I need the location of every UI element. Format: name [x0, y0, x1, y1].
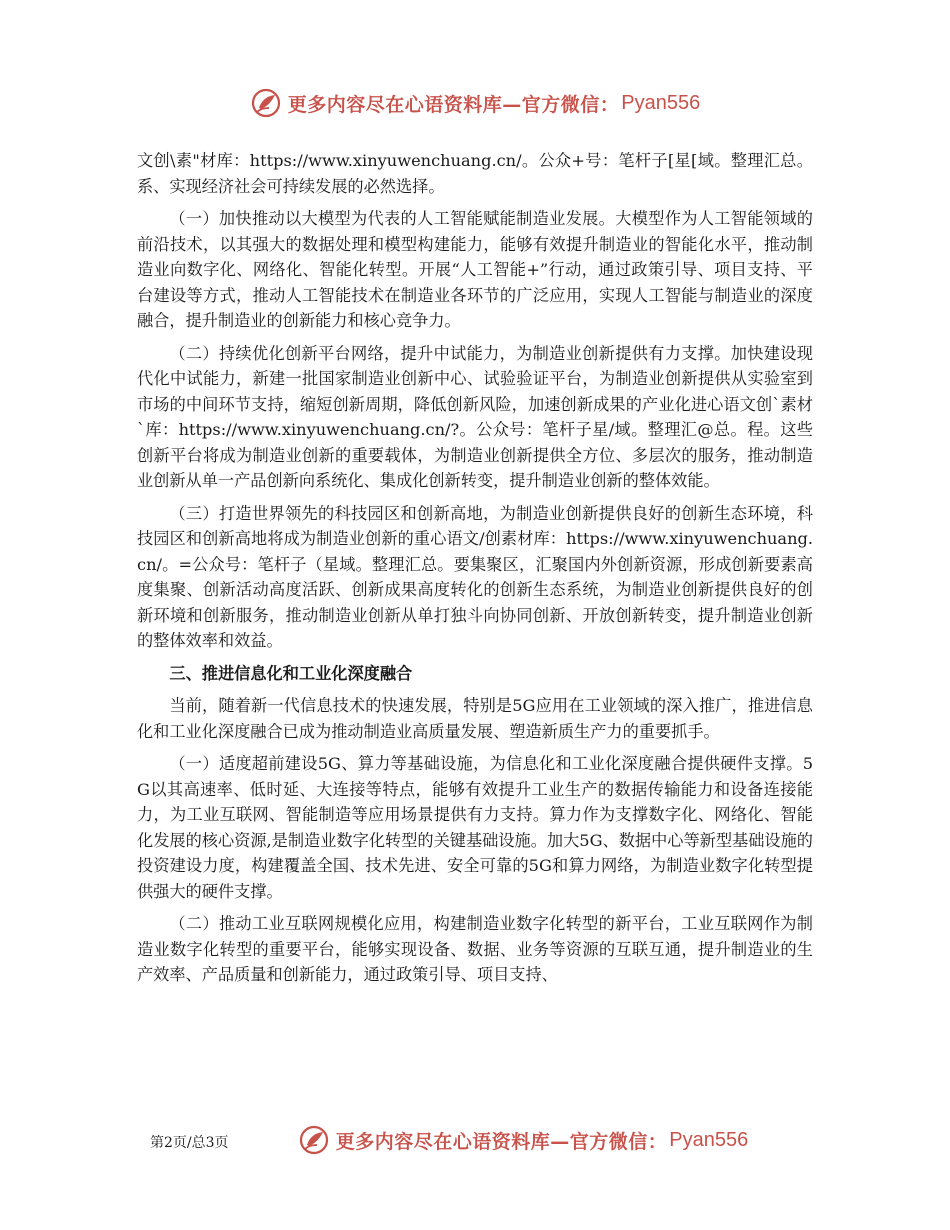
leaf-hand-logo-icon: [298, 1124, 330, 1156]
paragraph-6: （一）适度超前建设5G、算力等基础设施，为信息化和工业化深度融合提供硬件支撑。5G以其高速率、低时延、大连接等特点，能够有效提升工业生产的数据传输能力和设备连接能力，为工业互联网、智能制造等应用场景提供有力支持。算力作为支撑数字化、网络化、智能化发展的核心资源,是制造业数字化转型的关键基础设施。加大5G、数据中心等新型基础设施的投资建设力度，构建覆盖全国、技术先进、安全可靠的5G和算力网络，为制造业数字化转型提供强大的硬件支撑。: [137, 754, 813, 901]
banner-wechat-id: Pyan556: [669, 1128, 749, 1151]
banner-wechat-id: Pyan556: [621, 91, 701, 114]
page-number: 第2页/总3页: [150, 1135, 229, 1151]
paragraph-3: （二）持续优化创新平台网络，提升中试能力，为制造业创新提供有力支撑。加快建设现代化中试能力，新建一批国家制造业创新中心、试验验证平台，为制造业创新提供从实验室到市场的中间环节支持，缩短创新周期，降低创新风险，加速创新成果的产业化进心语文创`素材`库：https://www.xinyuwenchuang.cn/?。公众号：笔杆子星/域。整理汇@总。程。这些创新平台将成为制造业创新的重要载体，为制造业创新提供全方位、多层次的服务，推动制造业创新从单一产品创新向系统化、集成化创新转变，提升制造业创新的整体效能。: [137, 343, 813, 490]
banner-text: 更多内容尽在心语资料库—官方微信：: [287, 93, 620, 116]
header-banner: [0, 85, 950, 121]
paragraph-7: （二）推动工业互联网规模化应用，构建制造业数字化转型的新平台，工业互联网作为制造业数字化转型的重要平台，能够实现设备、数据、业务等资源的互联互通，提升制造业的生产效率、产品质量和创新能力，通过政策引导、项目支持、: [137, 914, 813, 984]
paragraph-2: （一）加快推动以大模型为代表的人工智能赋能制造业发展。大模型作为人工智能领域的前沿技术，以其强大的数据处理和模型构建能力，能够有效提升制造业的智能化水平，推动制造业向数字化、网络化、智能化转型。开展“人工智能+”行动，通过政策引导、项目支持、平台建设等方式，推动人工智能技术在制造业各环节的广泛应用，实现人工智能与制造业的深度融合，提升制造业的创新能力和核心竞争力。: [137, 209, 813, 330]
paragraph-4: （三）打造世界领先的科技园区和创新高地，为制造业创新提供良好的创新生态环境，科技园区和创新高地将成为制造业创新的重心语文/创素材库：https://www.xinyuwenchuang.cn/。=公众号：笔杆子（星域。整理汇总。要集聚区，汇聚国内外创新资源，形成创新要素高度集聚、创新活动高度活跃、创新成果高度转化的创新生态系统，为制造业创新提供良好的创新环境和创新服务，推动制造业创新从单打独斗向协同创新、开放创新转变，提升制造业创新的整体效率和效益。: [137, 503, 813, 650]
document-body: [137, 148, 813, 988]
paragraph-5: 当前，随着新一代信息技术的快速发展，特别是5G应用在工业领域的深入推广，推进信息化和工业化深度融合已成为推动制造业高质量发展、塑造新质生产力的重要抓手。: [137, 696, 813, 741]
section-heading: 三、推进信息化和工业化深度融合: [169, 663, 413, 683]
banner-text: 更多内容尽在心语资料库—官方微信：: [335, 1130, 668, 1153]
paragraph-1: 文创\素"材库：https://www.xinyuwenchuang.cn/。公众+号：笔杆子[星[域。整理汇总。系、实现经济社会可持续发展的必然选择。: [137, 151, 813, 196]
leaf-hand-logo-icon: [250, 87, 282, 119]
